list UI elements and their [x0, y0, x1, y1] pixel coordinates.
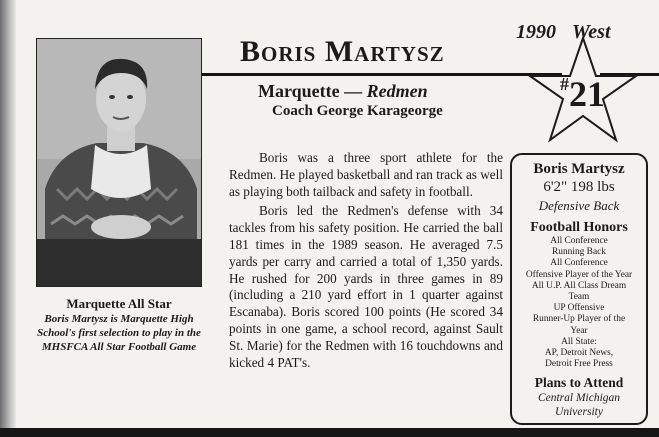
year: 1990: [516, 21, 556, 43]
player-photo: [36, 38, 202, 287]
honor-item: All Conference: [550, 236, 608, 246]
plans-line: University: [555, 406, 603, 419]
honor-item: All Conference: [550, 258, 608, 269]
honor-item: Runner-Up Player of the: [532, 314, 626, 325]
region: West: [572, 21, 611, 43]
caption-text: Boris Martysz is Marquette High School's first selection to play in the MHSFCA All Star Football Game: [37, 313, 201, 353]
info-box-measurements: 6'2" 198 lbs: [543, 179, 615, 195]
honor-item: All State:: [561, 336, 597, 347]
honor-item: Detroit Free Press: [545, 359, 613, 370]
caption-title: Marquette All Star: [66, 296, 172, 311]
page-spine-shadow: [0, 0, 16, 437]
separator: —: [344, 81, 363, 101]
plans-heading: Plans to Attend: [534, 375, 624, 391]
honor-item: Year: [570, 325, 588, 336]
jersey-hash: #: [560, 74, 569, 94]
header-rule: [202, 73, 562, 76]
player-portrait-image: [37, 39, 202, 287]
honors-heading: Football Honors: [530, 220, 628, 235]
honor-item: UP Offensive: [553, 303, 605, 314]
coach-line: Coach George Karageorge: [272, 103, 443, 119]
honor-item: Running Back: [552, 247, 606, 258]
plans-line: Central Michigan: [537, 392, 621, 405]
info-box-name: Boris Martysz: [533, 161, 625, 177]
jersey-number: [560, 64, 605, 114]
honor-item: All U.P. All Class Dream: [531, 280, 627, 291]
honor-item: Offensive Player of the Year: [525, 269, 633, 280]
player-info-box: [510, 153, 648, 425]
bio-paragraph: Boris was a three sport athlete for the Redmen. He played basketball and ran track as well as playing both tailback and safety in football.: [229, 150, 503, 199]
photo-caption: [26, 296, 212, 354]
info-box-position: Defensive Back: [538, 198, 620, 213]
bio-paragraph: Boris led the Redmen's defense with 34 tackles from his safety position. He carried the ball 181 times in the 1989 season. He averaged 7.5 yards per carry and carried a total of 1,350 yards. He rushed for 200 yards in three games in 89 (including a 210 yard effort in 1 quarter against Escanaba). Boris scored 100 points (He scored 34 points in one game, a school record, against Sault St. Marie) for the Redmen with 16 touchdowns and kicked 4 PAT's.: [229, 203, 503, 370]
school-line: [258, 80, 428, 102]
honors-list: [516, 236, 642, 370]
school-name: Marquette: [258, 81, 340, 101]
jersey-number-value: 21: [569, 74, 605, 114]
bio-text: [229, 150, 503, 374]
honor-item: AP, Detroit News,: [544, 348, 614, 359]
honor-item: Team: [568, 292, 590, 303]
player-name-title: Boris Martysz: [240, 35, 445, 68]
bottom-rule: [0, 428, 659, 437]
school-mascot: Redmen: [366, 81, 428, 101]
